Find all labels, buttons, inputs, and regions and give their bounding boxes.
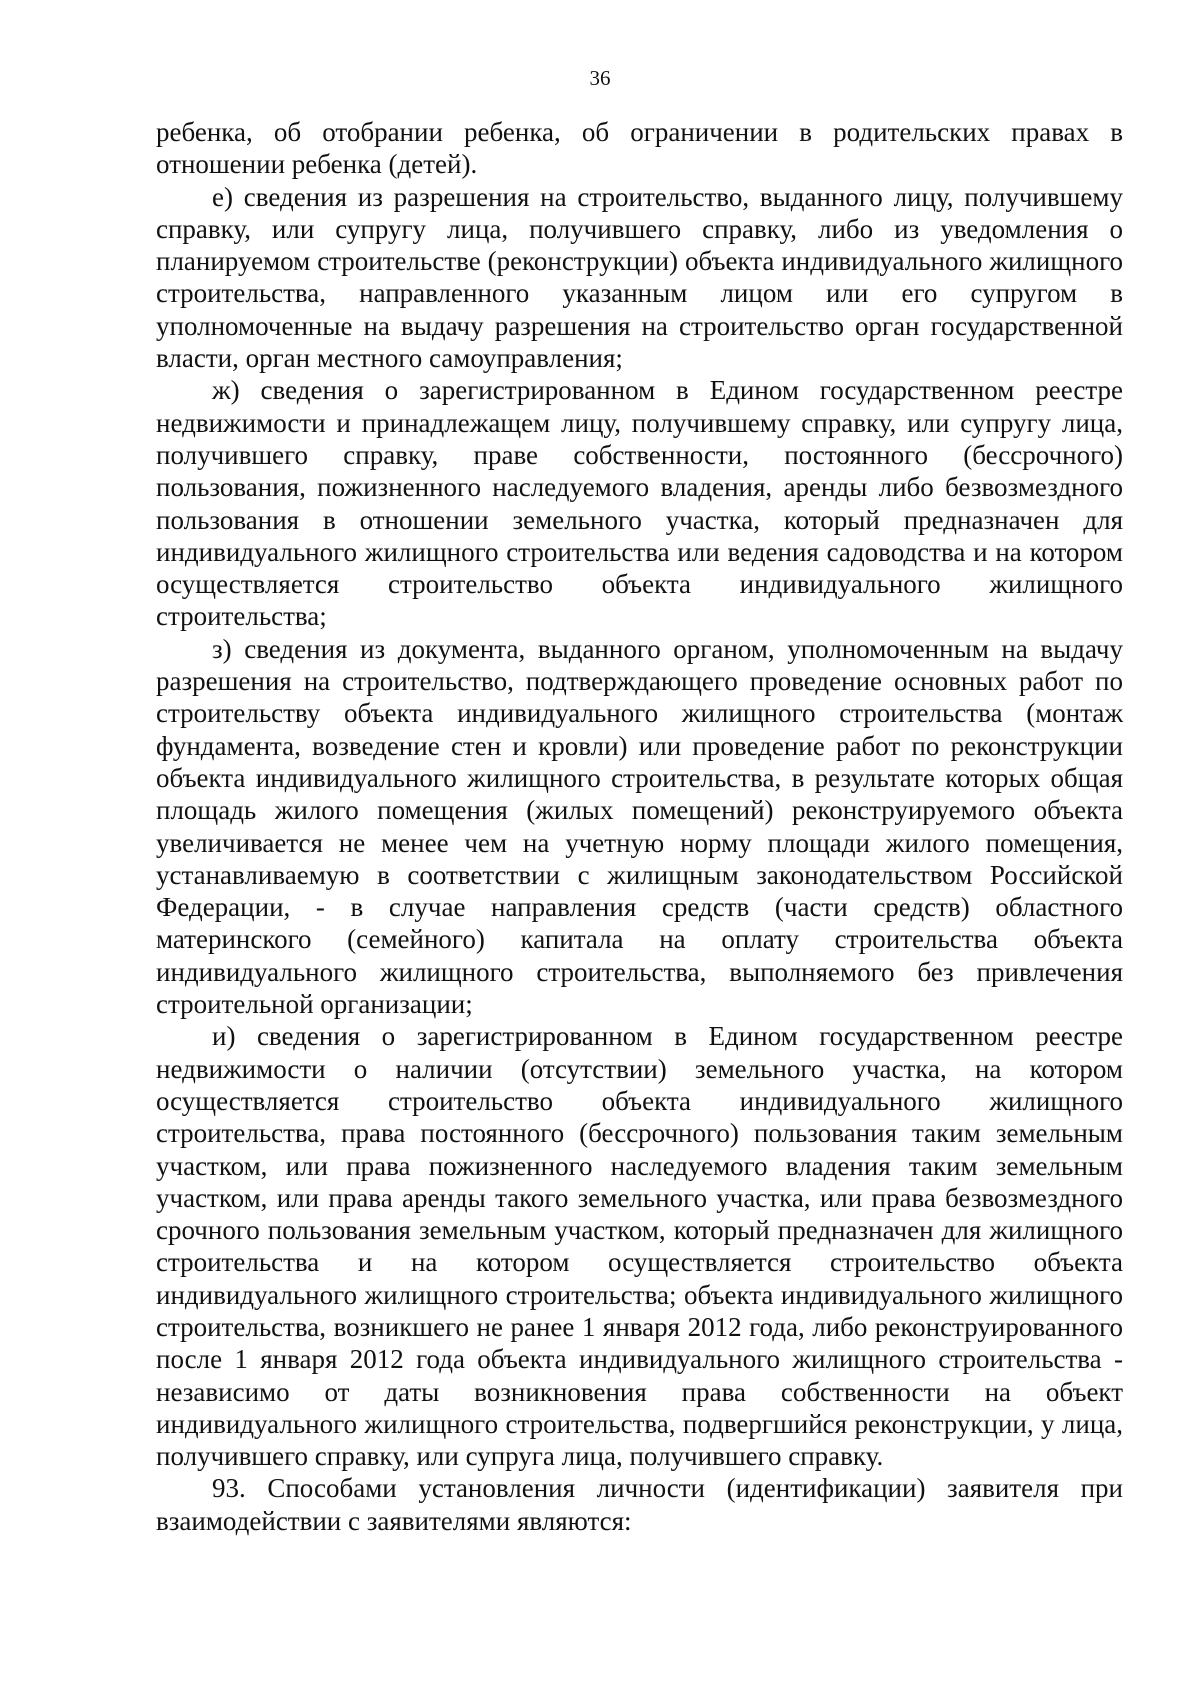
paragraph-item-i: и) сведения о зарегистрированном в Едином государственном реестре недвижимости о наличии (отсутствии) земельного участка, на котором осуществляется строительство объекта индивидуального жилищного строительства, права постоянного (бессрочного) пользования таким земельным участком, или права пожизненного наследуемого владения таким земельным участком, или права аренды такого земельного участка, или права безвозмездного срочного пользования земельным участком, который предназначен для жилищного строительства и на котором осуществляется строительство объекта индивидуального жилищного строительства; объекта индивидуального жилищного строительства, возникшего не ранее 1 января 2012 года, либо реконструированного после 1 января 2012 года объекта индивидуального жилищного строительства - независимо от даты возникновения права собственности на объект индивидуального жилищного строительства, подвергшийся реконструкции, у лица, получившего справку, или супруга лица, получившего справку. [156, 1021, 1123, 1472]
paragraph-item-zh: ж) сведения о зарегистрированном в Едином государственном реестре недвижимости и принадлежащем лицу, получившему справку, или супругу лица, получившего справку, праве собственности, постоянного (бессрочного) пользования, пожизненного наследуемого владения, аренды либо безвозмездного пользования в отношении земельного участка, который предназначен для индивидуального жилищного строительства или ведения садоводства и на котором осуществляется строительство объекта индивидуального жилищного строительства; [156, 375, 1123, 632]
paragraph-item-z: з) сведения из документа, выданного органом, уполномоченным на выдачу разрешения на строительство, подтверждающего проведение основных работ по строительству объекта индивидуального жилищного строительства (монтаж фундамента, возведение стен и кровли) или проведение работ по реконструкции объекта индивидуального жилищного строительства, в результате которых общая площадь жилого помещения (жилых помещений) реконструируемого объекта увеличивается не менее чем на учетную норму площади жилого помещения, устанавливаемую в соответствии с жилищным законодательством Российской Федерации, - в случае направления средств (части средств) областного материнского (семейного) капитала на оплату строительства объекта индивидуального жилищного строительства, выполняемого без привлечения строительной организации; [156, 633, 1123, 1020]
page-number: 36 [589, 66, 611, 90]
document-body [156, 116, 1123, 1537]
paragraph-continuation: ребенка, об отобрании ребенка, об ограничении в родительских правах в отношении ребенка (детей). [156, 117, 1123, 180]
paragraph-item-e: е) сведения из разрешения на строительство, выданного лицу, получившему справку, или супругу лица, получившего справку, либо из уведомления о планируемом строительстве (реконструкции) объекта индивидуального жилищного строительства, направленного указанным лицом или его супругом в уполномоченные на выдачу разрешения на строительство орган государственной власти, орган местного самоуправления; [156, 181, 1123, 374]
paragraph-93: 93. Способами установления личности (идентификации) заявителя при взаимодействии с заявителями являются: [156, 1473, 1123, 1536]
